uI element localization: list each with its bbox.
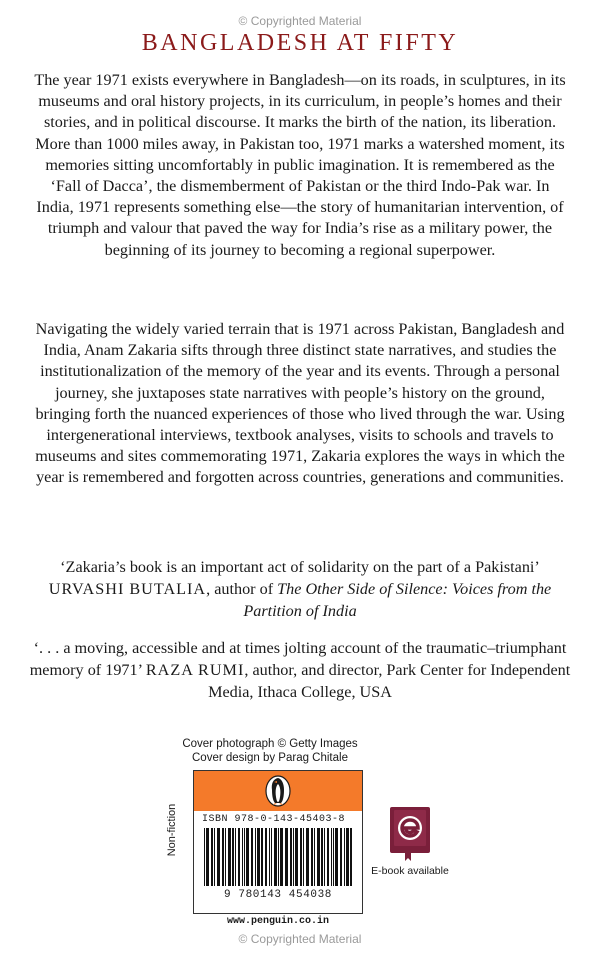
- photo-credit: Cover photograph © Getty Images: [182, 738, 358, 750]
- quote-author: URVASHI BUTALIA: [48, 580, 207, 598]
- barcode-bar: [269, 828, 270, 886]
- barcode-bar: [280, 828, 283, 886]
- quote-affiliation-prefix: , author of: [206, 580, 278, 598]
- barcode-bar: [261, 828, 263, 886]
- copyright-watermark-top: © Copyrighted Material: [238, 14, 362, 28]
- blurb-paragraph-1: The year 1971 exists everywhere in Bangladesh—on its roads, in sculptures, in its museums and oral history projects, in its curriculum, in people’s homes and their stories, and in political discourse. It marks the birth of the nation, its liberation. More than 1000 miles away, in Pakistan too, 1971 marks a watershed moment, its memories sitting uncomfortably in public imagination. It is remembered as the ‘Fall of Dacca’, the dismemberment of Pakistan or the third Indo-Pak war. In India, 1971 represents something else—the story of humanitarian intervention, of triumph and valour that paved the way for India’s rise as a military power, the beginning of its journey to becoming a regional superpower.: [34, 71, 566, 259]
- barcode-bar: [290, 828, 292, 886]
- ebook-label: E-book available: [371, 865, 449, 877]
- barcode-bar: [346, 828, 349, 886]
- barcode-panel: [193, 770, 363, 914]
- review-quote-1: [28, 556, 572, 622]
- barcode-bar: [206, 828, 209, 886]
- barcode-bar: [331, 828, 332, 886]
- barcode-bar: [317, 828, 320, 886]
- barcode-bar: [251, 828, 253, 886]
- barcode-icon: [204, 828, 352, 886]
- barcode-bar: [335, 828, 338, 886]
- quote-text: ‘Zakaria’s book is an important act of solidarity on the part of a Pakistani’: [60, 558, 540, 576]
- penguin-logo-icon: [265, 775, 291, 807]
- barcode-bar: [327, 828, 329, 886]
- page-title: BANGLADESH AT FIFTY: [141, 30, 459, 56]
- barcode-digits: 9 780143 454038: [223, 889, 333, 901]
- barcode-bar: [217, 828, 220, 886]
- barcode-bar: [278, 828, 279, 886]
- barcode-bar: [285, 828, 288, 886]
- barcode-bar: [333, 828, 334, 886]
- publisher-url: www.penguin.co.in: [226, 916, 330, 927]
- barcode-bar: [295, 828, 298, 886]
- barcode-bar: [244, 828, 245, 886]
- barcode-bar: [311, 828, 313, 886]
- review-quote-2: [28, 637, 572, 703]
- barcode-bar: [255, 828, 256, 886]
- barcode-bar: [242, 828, 243, 886]
- barcode-bar: [225, 828, 226, 886]
- barcode-bar: [274, 828, 277, 886]
- barcode-bar: [214, 828, 215, 886]
- blurb-paragraph-2: Navigating the widely varied terrain that is 1971 across Pakistan, Bangladesh and India, Anam Zakaria sifts through three distinct state narratives, and studies the institutionalization of the memory of the year and its events. Through a personal journey, she juxtaposes state narratives with people’s history on the ground, bringing forth the nuanced experiences of those who lived through the war. Using intergenerational interviews, textbook analyses, visits to schools and travels to museums and sites commemorating 1971, Zakaria explores the ways in which the year is remembered and forgotten across countries, generations and communities.: [35, 320, 565, 487]
- barcode-bar: [265, 828, 267, 886]
- barcode-bar: [344, 828, 345, 886]
- barcode-bar: [350, 828, 352, 886]
- barcode-bar: [232, 828, 234, 886]
- genre-label: Non-fiction: [166, 803, 178, 857]
- barcode-bar: [293, 828, 294, 886]
- isbn-text: ISBN 978-0-143-45403-8: [202, 814, 346, 825]
- barcode-bar: [340, 828, 342, 886]
- barcode-bar: [324, 828, 325, 886]
- barcode-bar: [306, 828, 309, 886]
- barcode-bar: [238, 828, 240, 886]
- publisher-band: [194, 771, 362, 811]
- ebook-icon: [388, 806, 432, 862]
- quote-text: ‘. . . a moving, accessible and at times jolting account of the traumatic–triumphant memory of 1971’: [29, 639, 567, 679]
- barcode-bar: [314, 828, 315, 886]
- barcode-bar: [211, 828, 213, 886]
- quote-author: RAZA RUMI: [145, 661, 245, 679]
- barcode-bar: [300, 828, 302, 886]
- barcode-bar: [228, 828, 231, 886]
- cover-credits: [170, 737, 370, 765]
- barcode-bar: [271, 828, 272, 886]
- barcode-bar: [303, 828, 304, 886]
- copyright-watermark-bottom: © Copyrighted Material: [238, 932, 362, 946]
- barcode-bar: [321, 828, 323, 886]
- quote-work-title: The Other Side of Silence: Voices from the Partition of India: [243, 580, 552, 620]
- barcode-bar: [204, 828, 205, 886]
- barcode-bar: [222, 828, 224, 886]
- barcode-bar: [257, 828, 260, 886]
- quote-affiliation: , author, and director, Park Center for Independent Media, Ithaca College, USA: [208, 661, 571, 701]
- design-credit: Cover design by Parag Chitale: [192, 752, 348, 764]
- barcode-bar: [235, 828, 236, 886]
- barcode-bar: [246, 828, 249, 886]
